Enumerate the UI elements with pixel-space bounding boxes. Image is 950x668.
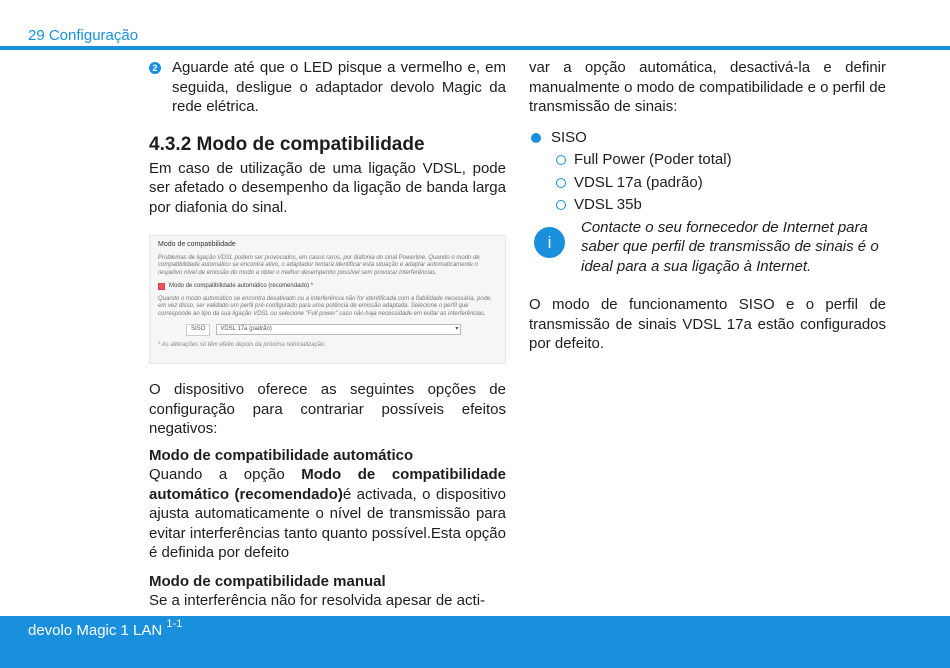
- page-header-title: 29 Configuração: [28, 27, 139, 44]
- auto-mode-text-start: Quando a opção: [149, 466, 302, 483]
- auto-mode-text: [149, 465, 506, 563]
- options-intro: O dispositivo oferece as seguintes opções de configuração para contrariar possíveis efeitos negativos:: [149, 381, 506, 437]
- sub-list-item-label: VDSL 35b: [574, 196, 642, 213]
- sub-list-item: [529, 173, 886, 193]
- auto-mode-option-name: Modo de compatibilidade automático (recomendado): [149, 466, 506, 503]
- screenshot-intro: Problemas de ligação VDSL podem ser provocados, em casos raros, por diafonia do sinal Powerline. Quando o modo de compatibilidade automático se encontra ativo, o adaptador tentará identificar esta situação e adaptar automaticamente o respetivo nível de emissão do modo a obter o melhor desempenho possível sem provocar interferências.: [158, 254, 480, 276]
- manual-mode-continuation: var a opção automática, desactivá-la e definir manualmente o modo de compatibilidade e o perfil de transmissão de sinais:: [529, 59, 886, 115]
- hollow-bullet-icon: [556, 200, 566, 210]
- left-column: [149, 58, 506, 611]
- filled-bullet-icon: [531, 133, 541, 143]
- section-intro: Em caso de utilização de uma ligação VDSL, pode ser afetado o desempenho da ligação de banda larga por diafonia do sinal.: [149, 159, 506, 216]
- screenshot-profile-select: VDSL 17a (padrão) ▾: [216, 324, 461, 335]
- footer-product: devolo Magic 1 LAN: [28, 622, 163, 639]
- default-settings-text: O modo de funcionamento SISO e o perfil de transmissão de sinais VDSL 17a estão configurados por defeito.: [529, 296, 886, 352]
- section-heading: 4.3.2 Modo de compatibilidade: [149, 133, 425, 155]
- settings-screenshot: [149, 235, 506, 364]
- auto-mode-text-end: é activada, o dispositivo ajusta automaticamente o nível de transmissão para evitar interferências tanto quanto possível.Esta opção é definida por defeito: [149, 485, 506, 561]
- sub-list-item: [529, 150, 886, 170]
- list-item: [529, 128, 886, 148]
- list-item-label: SISO: [551, 128, 587, 146]
- step-number-badge: 2: [149, 62, 161, 74]
- hollow-bullet-icon: [556, 178, 566, 188]
- info-note-text: Contacte o seu fornecedor de Internet para saber que perfil de transmissão de sinais é o ideal para a sua ligação à Internet.: [581, 218, 879, 275]
- screenshot-description: Quando o modo automático se encontra desativado ou a interferência não for identificada com a fiabilidade necessária, pode, em vez disso, ser validado um perfil pré-configurado para uma potência de emissão adaptada. Selecione o perfil que corresponde ao tipo da sua ligação VDSL ou selecione "Full power" caso não haja necessidade em evitar as interferências.: [158, 295, 492, 317]
- header-rule: [0, 46, 950, 50]
- step-text: Aguarde até que o LED pisque a vermelho e, em seguida, desligue o adaptador devolo Magic da rede elétrica.: [172, 59, 506, 115]
- step-item: [149, 58, 506, 117]
- screenshot-select-row: [186, 324, 497, 336]
- info-icon: i: [534, 227, 565, 258]
- footer-product-name: [28, 620, 182, 639]
- right-column: [529, 58, 886, 354]
- info-note: [529, 218, 886, 277]
- footer-version: 1-1: [166, 618, 183, 630]
- manual-mode-text: Se a interferência não for resolvida apesar de acti-: [149, 592, 486, 609]
- sub-list-item-label: Full Power (Poder total): [574, 151, 732, 168]
- screenshot-checkbox-label: Modo de compatibilidade automático (recomendado) *: [169, 283, 314, 289]
- screenshot-title: Modo de compatibilidade: [158, 241, 236, 248]
- sub-list-item-label: VDSL 17a (padrão): [574, 173, 703, 191]
- sub-list-item: [529, 195, 886, 215]
- screenshot-checkbox-row: [158, 283, 497, 291]
- auto-mode-heading: Modo de compatibilidade automático: [149, 446, 414, 464]
- manual-mode-heading: Modo de compatibilidade manual: [149, 572, 386, 590]
- screenshot-note: * As alterações só têm efeito depois da próxima reinicialização.: [158, 341, 326, 348]
- screenshot-select-label: SISO: [186, 324, 210, 336]
- hollow-bullet-icon: [556, 155, 566, 165]
- checkbox-checked-icon: [158, 283, 165, 290]
